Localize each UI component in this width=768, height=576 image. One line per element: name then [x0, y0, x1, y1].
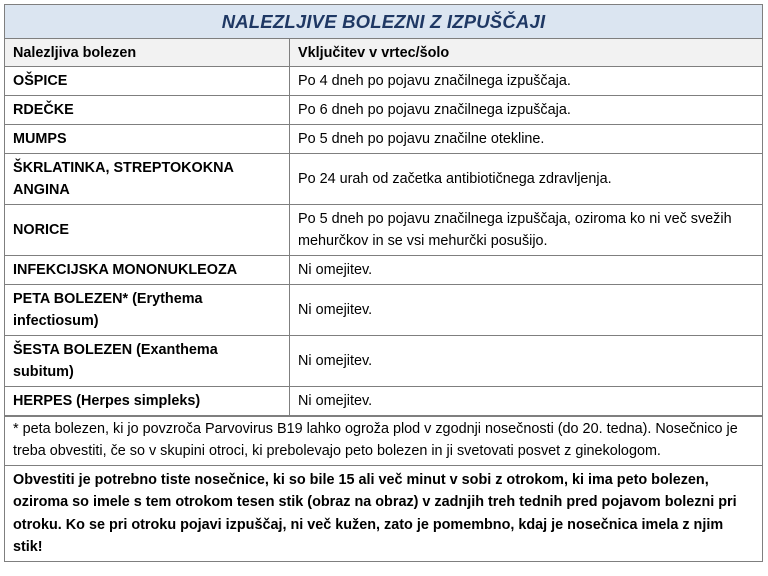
- admission-rule: Po 5 dneh po pojavu značilne otekline.: [290, 125, 763, 154]
- admission-rule: Po 24 urah od začetka antibiotičnega zdravljenja.: [290, 154, 763, 205]
- disease-name: HERPES (Herpes simpleks): [5, 387, 290, 416]
- disease-name: PETA BOLEZEN* (Erythema infectiosum): [5, 285, 290, 336]
- disease-name: NORICE: [5, 205, 290, 256]
- table-row: [5, 154, 762, 205]
- disease-name: ŠESTA BOLEZEN (Exanthema subitum): [5, 336, 290, 387]
- column-header-disease: Nalezljiva bolezen: [5, 39, 290, 67]
- table-row: [5, 125, 762, 154]
- admission-rule: Ni omejitev.: [290, 336, 763, 387]
- disease-table: [5, 39, 762, 416]
- disease-name: INFEKCIJSKA MONONUKLEOZA: [5, 256, 290, 285]
- disease-table-card: [4, 4, 763, 562]
- pregnancy-warning: Obvestiti je potrebno tiste nosečnice, ki so bile 15 ali več minut v sobi z otrokom, ki ima peto bolezen, oziroma so imele s tem otrokom tesen stik (obraz na obraz) v zadnjih treh tednih pred pojavom bolezni pri otroku. Ko se pri otroku pojavi izpuščaj, ni več kužen, zato je pomembno, kdaj je nosečnica imela z njim stik!: [5, 465, 762, 561]
- table-row: [5, 96, 762, 125]
- table-header-row: [5, 39, 762, 67]
- table-row: [5, 387, 762, 416]
- admission-rule: Po 6 dneh po pojavu značilnega izpuščaja.: [290, 96, 763, 125]
- admission-rule: Po 5 dneh po pojavu značilnega izpuščaja, oziroma ko ni več svežih mehurčkov in se vsi mehurčki posušijo.: [290, 205, 763, 256]
- table-row: [5, 285, 762, 336]
- table-row: [5, 205, 762, 256]
- footnote: * peta bolezen, ki jo povzroča Parvovirus B19 lahko ogroža plod v zgodnji nosečnosti (do 20. tedna). Nosečnico je treba obvestiti, če so v skupini otroci, ki prebolevajo peto bolezen in ji svetovati posvet z ginekologom.: [5, 416, 762, 465]
- column-header-admission: Vključitev v vrtec/šolo: [290, 39, 763, 67]
- table-row: [5, 256, 762, 285]
- table-row: [5, 67, 762, 96]
- disease-name: RDEČKE: [5, 96, 290, 125]
- admission-rule: Ni omejitev.: [290, 285, 763, 336]
- disease-name: ŠKRLATINKA, STREPTOKOKNA ANGINA: [5, 154, 290, 205]
- table-row: [5, 336, 762, 387]
- admission-rule: Ni omejitev.: [290, 387, 763, 416]
- admission-rule: Po 4 dneh po pojavu značilnega izpuščaja.: [290, 67, 763, 96]
- admission-rule: Ni omejitev.: [290, 256, 763, 285]
- disease-name: OŠPICE: [5, 67, 290, 96]
- disease-name: MUMPS: [5, 125, 290, 154]
- table-title: NALEZLJIVE BOLEZNI Z IZPUŠČAJI: [5, 5, 762, 39]
